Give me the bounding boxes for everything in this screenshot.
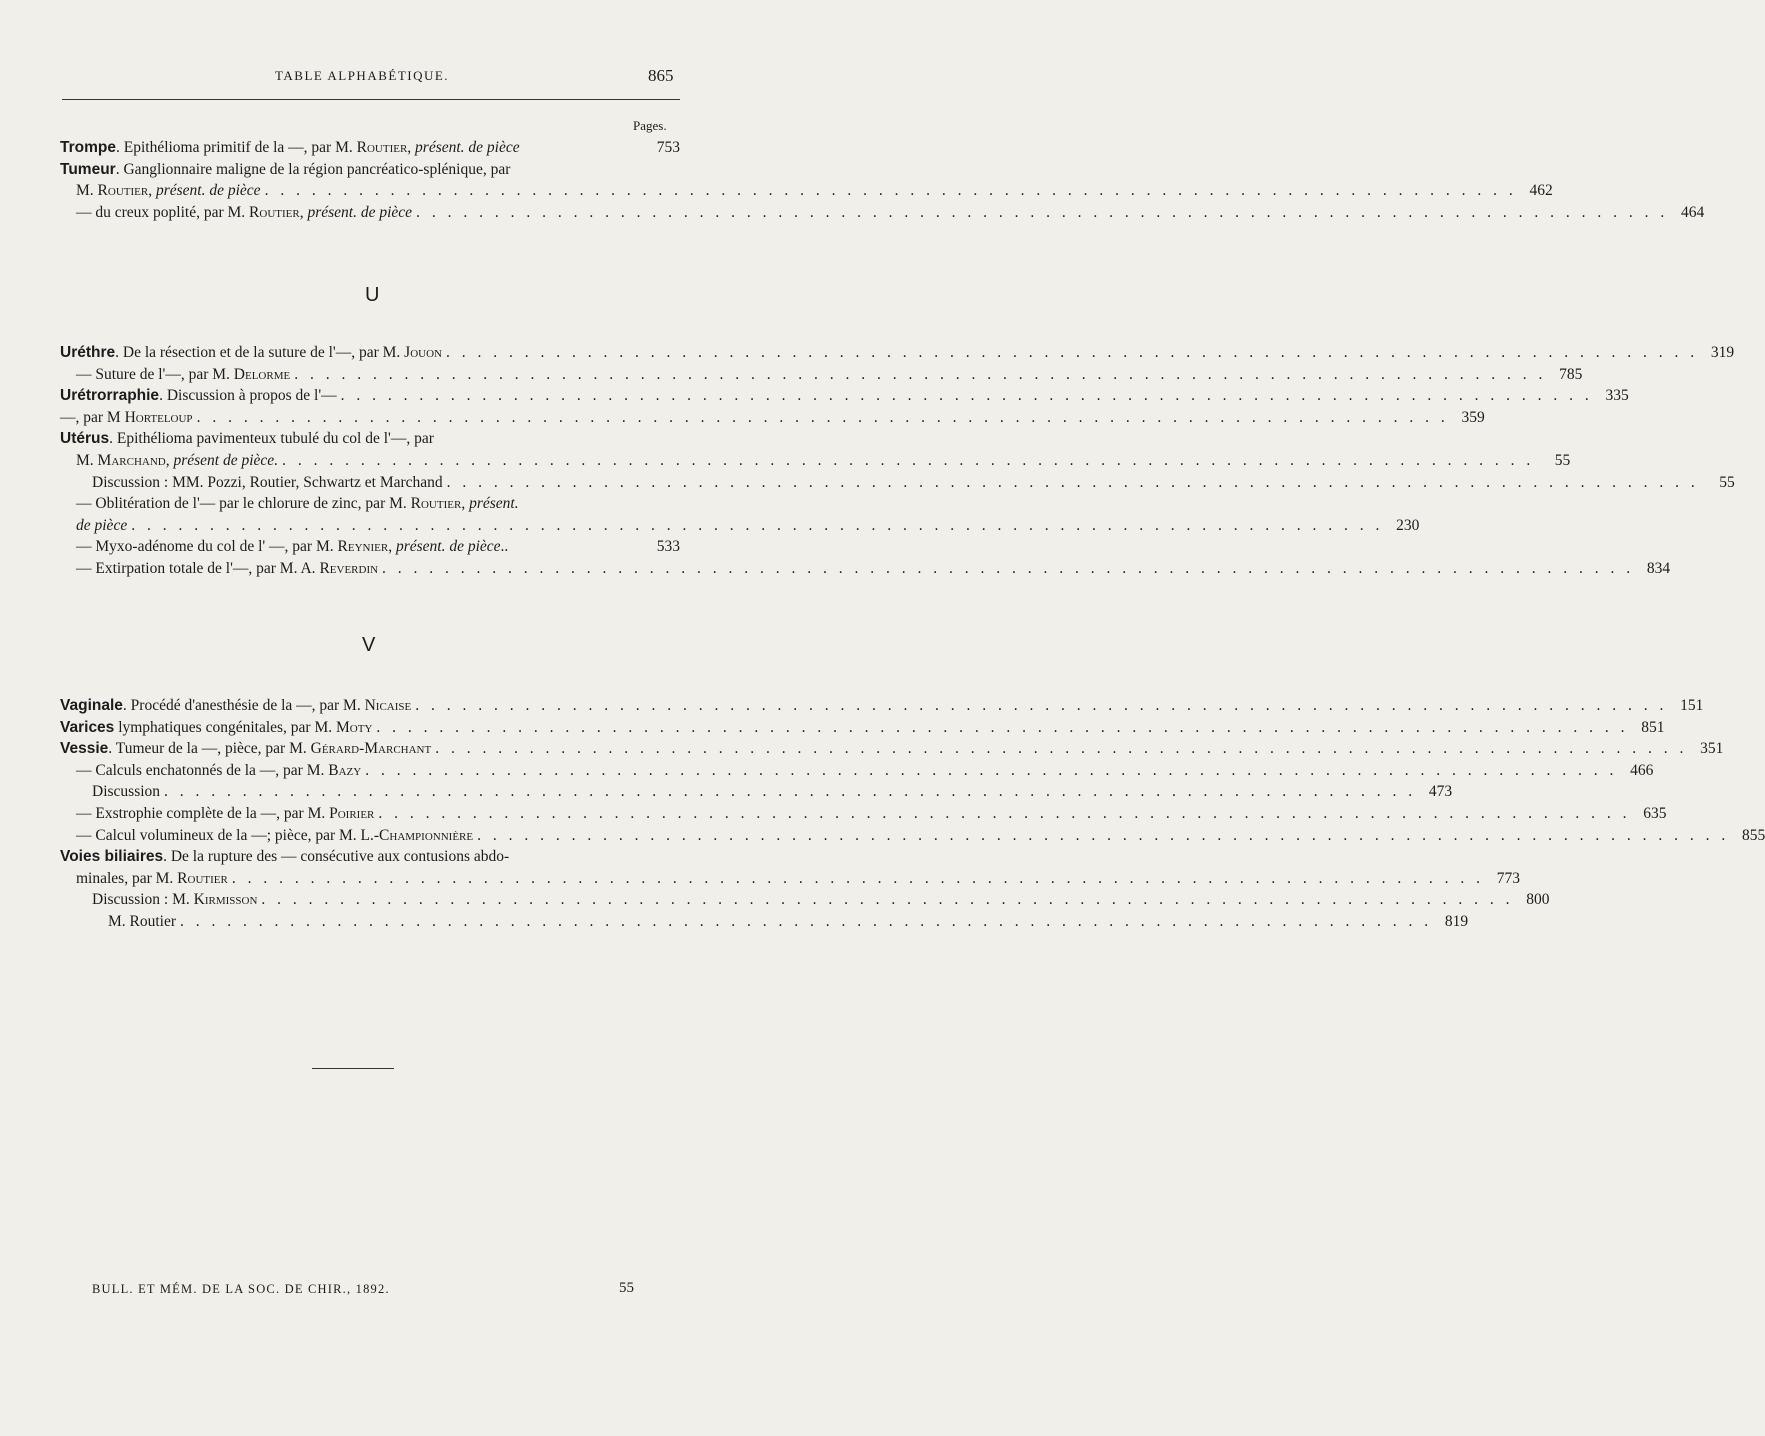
author-name: Gérard-Marchant [310,740,432,758]
entry-description: Tumeur de la —, pièce, par M. [115,740,311,758]
entry-keyword: Varices [60,718,115,736]
entry-text [108,911,176,933]
running-head-title: TABLE ALPHABÉTIQUE. [275,68,450,83]
leader-dots: . . . . . . . . . . . . . . . . . . . . . . . . . . . . . . . . . . . . . . . . . . . . . . . . . . . . . . . . . . . . . . . . . . . . . . . . . . . . . . . . [340,387,1593,405]
entry-text [60,717,372,739]
entry-page-number: 466 [1630,761,1654,779]
index-entry [60,342,1735,364]
author-name: Kirmisson [193,891,258,909]
entry-description: —, par M [60,408,125,426]
entry-page-number: 819 [1444,913,1469,930]
entry-text [60,407,193,429]
author-name: Bazy [328,761,362,779]
entry-text [76,803,374,825]
author-name: Nicaise [364,697,412,714]
keyword-separator: . [109,430,117,448]
entry-description: — du creux poplité, par M. [76,203,250,221]
entry-description: Discussion à propos de l'— [166,387,337,405]
index-entry [76,868,1520,890]
leader-dots: . . . . . . . . . . . . . . . . . . . . . . . . . . . . . . . . . . . . . . . . . . . . . . . . . . . . . . . . . . . . . . . . . . . . . . . . . . . . . . . . [416,203,1669,221]
end-rule [312,1068,394,1069]
entry-text [60,159,510,181]
author-name: L.-Championnière [360,826,474,844]
entry-keyword: Urétrorraphie [60,387,160,405]
entry-punctuation: , [388,538,396,556]
leader-dots: . . . . . . . . . . . . . . . . . . . . . . . . . . . . . . . . . . . . . . . . . . . . . . . . . . . . . . . . . . . . . . . . . . . . . . . . . . . . . . . . [477,826,1730,844]
entry-italic-note: présent. de pièce [155,182,261,200]
entry-punctuation: , [299,203,308,221]
leader-dots: . . . . . . . . . . . . . . . . . . . . . . . . . . . . . . . . . . . . . . . . . . . . . . . . . . . . . . . . . . . . . . . . . . . . . . . . . . . . . . . . [445,344,1699,361]
author-name: Routier [97,182,149,200]
entry-page-number: 834 [1646,560,1671,577]
author-name: Horteloup [124,408,193,426]
index-entry [60,738,1724,760]
leader-dots: . . . . . . . . . . . . . . . . . . . . . . . . . . . . . . . . . . . . . . . . . . . . . . . . . . . . . . . . . . . . . . . . . . . . . . . . . . . . . . . . [415,697,1668,714]
entry-italic-note: présent. de pièce [415,139,520,156]
entry-keyword: Uréthre [60,344,116,361]
entry-punctuation: , [461,495,470,513]
index-entry [60,695,1704,717]
header-rule [62,99,680,100]
section-heading-v: V [362,634,376,656]
entry-description: — Myxo-adénome du col de l' —, par M. [76,538,338,556]
entry-punctuation: , [165,452,174,469]
index-entry [60,137,680,159]
index-entry [60,717,1665,739]
entry-text [76,450,278,472]
entry-page-number: 635 [1643,805,1667,822]
index-entry [60,159,680,181]
entry-text [60,385,337,407]
entry-italic-note: présent. [469,495,519,513]
leader-dots: . . . . . . . . . . . . . . . . . . . . . . . . . . . . . . . . . . . . . . . . . . . . . . . . . . . . . . . . . . . . . . . . . . . . . . . . . . . . . . . . [376,718,1629,736]
leader-dots: . . . . . . . . . . . . . . . . . . . . . . . . . . . . . . . . . . . . . . . . . . . . . . . . . . . . . . . . . . . . . . . . . . . . . . . . . . . . . . . . [131,516,1384,534]
leader-dots: . . . . . . . . . . . . . . . . . . . . . . . . . . . . . . . . . . . . . . . . . . . . . . . . . . . . . . . . . . . . . . . . . . . . . . . . . . . . . . . . [378,805,1631,822]
entry-keyword: Vaginale [60,697,123,714]
leader-dots: . . . . . . . . . . . . . . . . . . . . . . . . . . . . . . . . . . . . . . . . . . . . . . . . . . . . . . . . . . . . . . . . . . . . . . . . . . . . . . . . [446,473,1699,491]
entry-page-number: 773 [1496,869,1520,887]
entry-description: minales, par M. [76,869,178,887]
entry-text [76,868,228,890]
entry-page-number: 464 [1680,203,1705,221]
entry-description: — Oblitération de l'— par le chlorure de zinc, par M. [76,495,411,513]
keyword-separator: . [159,387,167,405]
index-entry [92,889,1550,911]
entry-italic-note: de pièce [76,516,128,534]
page-number: 865 [648,66,674,85]
index-entry [76,493,680,515]
index-entry [76,760,1654,782]
entry-keyword: Vessie [60,740,109,758]
entry-description: Epithélioma pavimenteux tubulé du col de l'—, par [116,430,434,448]
entry-text [60,137,520,159]
leader-dots: . . . . . . . . . . . . . . . . . . . . . . . . . . . . . . . . . . . . . . . . . . . . . . . . . . . . . . . . . . . . . . . . . . . . . . . . . . . . . . . . [282,452,1535,469]
entry-description: Procédé d'anesthésie de la —, par M. [130,697,365,714]
entry-description: — Exstrophie complète de la —, par M. [76,805,330,822]
leader-dots: . . . . . . . . . . . . . . . . . . . . . . . . . . . . . . . . . . . . . . . . . . . . . . . . . . . . . . . . . . . . . . . . . . . . . . . . . . . . . . . . [231,869,1484,887]
index-entry [76,558,1671,580]
entry-page-number: 855 [1741,826,1765,844]
leader-dots: . . . . . . . . . . . . . . . . . . . . . . . . . . . . . . . . . . . . . . . . . . . . . . . . . . . . . . . . . . . . . . . . . . . . . . . . . . . . . . . . [261,891,1514,909]
entry-text [92,889,257,911]
entry-text [60,695,411,717]
index-entry [60,428,680,450]
section-heading-u: U [365,284,380,306]
author-name: Routier [177,869,228,887]
index-entry [92,781,1453,803]
author-name: Delorme [233,365,291,383]
entry-text [76,515,127,537]
leader-dots: . . . . . . . . . . . . . . . . . . . . . . . . . . . . . . . . . . . . . . . . . . . . . . . . . . . . . . . . . . . . . . . . . . . . . . . . . . . . . . . . [196,408,1449,426]
entry-tail: .. [500,538,509,556]
entry-page-number: 55 [1719,473,1735,491]
entry-text [76,760,361,782]
index-entry [60,846,680,868]
entry-text [76,825,473,847]
index-entry [76,536,680,558]
entry-page-number: 785 [1559,365,1583,383]
entry-italic-note: présent. de pièce [307,203,413,221]
author-name: Jouon [404,344,442,361]
entry-description: — Extirpation totale de l'—, par M. A. [76,560,320,577]
author-name: Reynier [337,538,389,556]
author-name: Marchand [97,452,166,469]
keyword-separator: . [115,139,124,156]
entry-description: De la rupture des — consécutive aux contusions abdo- [170,848,510,866]
leader-dots: . . . . . . . . . . . . . . . . . . . . . . . . . . . . . . . . . . . . . . . . . . . . . . . . . . . . . . . . . . . . . . . . . . . . . . . . . . . . . . . . [264,182,1517,200]
leader-dots: . . . . . . . . . . . . . . . . . . . . . . . . . . . . . . . . . . . . . . . . . . . . . . . . . . . . . . . . . . . . . . . . . . . . . . . . . . . . . . . . [164,783,1417,801]
entry-keyword: Voies biliaires [60,848,164,866]
leader-dots: . . . . . . . . . . . . . . . . . . . . . . . . . . . . . . . . . . . . . . . . . . . . . . . . . . . . . . . . . . . . . . . . . . . . . . . . . . . . . . . . [294,365,1547,383]
index-entry [92,472,1735,494]
keyword-separator: . [163,848,171,866]
pages-column-label: Pages. [633,118,667,133]
entry-description: Discussion [92,783,161,801]
leader-dots: . . . . . . . . . . . . . . . . . . . . . . . . . . . . . . . . . . . . . . . . . . . . . . . . . . . . . . . . . . . . . . . . . . . . . . . . . . . . . . . . [365,761,1618,779]
entry-description: Epithélioma primitif de la —, par M. [123,139,357,156]
entry-punctuation: , [148,182,156,200]
entry-description: Discussion : M. [92,891,194,909]
entry-text [60,428,434,450]
entry-page-number: 462 [1529,182,1553,200]
entry-text [76,364,290,386]
index-entry [76,803,1667,825]
entry-page-number: 151 [1680,697,1704,714]
entry-description: M. [76,182,98,200]
entry-keyword: Utérus [60,430,110,448]
entry-page-number: 335 [1605,387,1629,405]
keyword-separator: . [115,160,124,178]
entry-text [60,738,431,760]
author-name: Poirier [329,805,375,822]
entry-page-number: 359 [1461,408,1485,426]
entry-text [76,558,378,580]
author-name: Moty [336,718,373,736]
entry-description: — Suture de l'—, par M. [76,365,234,383]
leader-dots: . . . . . . . . . . . . . . . . . . . . . . . . . . . . . . . . . . . . . . . . . . . . . . . . . . . . . . . . . . . . . . . . . . . . . . . . . . . . . . . . [382,560,1635,577]
index-entry [76,515,1420,537]
footer-signature-number: 55 [619,1280,634,1296]
index-entry [108,911,1469,933]
index-entry [60,385,1629,407]
keyword-separator: . [115,344,123,361]
entry-text [60,846,509,868]
entry-page-number: 473 [1428,783,1453,801]
entry-description: — Calculs enchatonnés de la —, par M. [76,761,329,779]
entry-description: M. Routier [108,913,177,930]
entry-page-number: 351 [1700,740,1724,758]
index-entry [76,180,1553,202]
entry-page-number: 533 [656,538,680,556]
entry-page-number: 753 [656,139,680,156]
footer-publication: BULL. ET MÉM. DE LA SOC. DE CHIR., 1892. [92,1282,390,1296]
index-entry [76,202,1705,224]
leader-dots: . . . . . . . . . . . . . . . . . . . . . . . . . . . . . . . . . . . . . . . . . . . . . . . . . . . . . . . . . . . . . . . . . . . . . . . . . . . . . . . . [180,913,1433,930]
keyword-separator: . [122,697,131,714]
entry-description: De la résection et de la suture de l'—, par M. [122,344,405,361]
author-name: Routier [410,495,462,513]
entry-page-number: 55 [1554,452,1571,469]
entry-description: Ganglionnaire maligne de la région pancréatico-splénique, par [123,160,511,178]
index-entry [60,407,1485,429]
entry-italic-note: présent de pièce. [173,452,279,469]
entry-keyword: Trompe [60,139,116,156]
author-name: Routier [356,139,408,156]
index-entry [76,450,1571,472]
entry-text [76,180,261,202]
entry-page-number: 800 [1526,891,1550,909]
entry-text [76,202,412,224]
leader-dots: . . . . . . . . . . . . . . . . . . . . . . . . . . . . . . . . . . . . . . . . . . . . . . . . . . . . . . . . . . . . . . . . . . . . . . . . . . . . . . . . [435,740,1688,758]
entry-description: Discussion : MM. Pozzi, Routier, Schwartz et Marchand [92,473,443,491]
entry-punctuation: , [407,139,416,156]
entry-text [76,536,508,558]
entry-text [76,493,519,515]
author-name: Routier [249,203,300,221]
index-entry [76,364,1583,386]
entry-page-number: 230 [1396,516,1420,534]
entry-description: M. [76,452,98,469]
keyword-separator: . [108,740,116,758]
entry-text [92,781,160,803]
entry-description: — Calcul volumineux de la —; pièce, par M. [76,826,361,844]
index-entry [76,825,1765,847]
entry-text [92,472,443,494]
author-name: Reverdin [319,560,379,577]
entry-text [60,342,442,364]
entry-description: lymphatiques congénitales, par M. [118,718,336,736]
entry-italic-note: présent. de pièce [395,538,501,556]
entry-page-number: 319 [1710,344,1735,361]
entry-keyword: Tumeur [60,160,116,178]
entry-page-number: 851 [1641,718,1665,736]
